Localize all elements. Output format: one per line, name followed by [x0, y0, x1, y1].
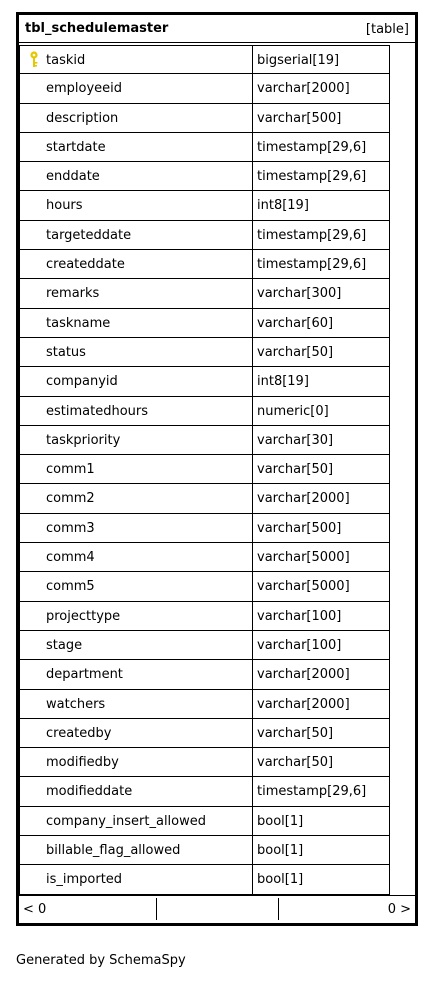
column-name: employeeid: [46, 81, 123, 97]
primary-key-icon: [29, 51, 39, 68]
column-name-cell: [19, 631, 253, 660]
column-name: modifieddate: [46, 784, 133, 800]
parent-count[interactable]: < 0: [23, 902, 47, 917]
column-type: varchar[100]: [257, 608, 342, 624]
column-name: comm2: [46, 491, 95, 507]
column-name: companyid: [46, 374, 118, 390]
generated-by-label: Generated by SchemaSpy: [16, 953, 186, 968]
table-row[interactable]: [19, 221, 390, 250]
column-name: is_imported: [46, 872, 123, 888]
column-type: int8[19]: [257, 374, 309, 390]
column-type: varchar[2000]: [257, 491, 350, 507]
column-name-cell: [19, 397, 253, 426]
column-name-cell: [19, 543, 253, 572]
table-row[interactable]: [19, 836, 390, 865]
column-type-cell: [253, 426, 390, 455]
column-type-cell: [253, 162, 390, 191]
table-row[interactable]: [19, 309, 390, 338]
column-type: varchar[50]: [257, 344, 334, 360]
column-type: varchar[30]: [257, 432, 334, 448]
column-name: comm1: [46, 462, 95, 478]
column-type-cell: [253, 74, 390, 103]
column-name: status: [46, 344, 86, 360]
column-type-cell: [253, 660, 390, 689]
table-row[interactable]: [19, 45, 390, 74]
column-name-cell: [19, 221, 253, 250]
column-name: projecttype: [46, 608, 121, 624]
column-type-cell: [253, 133, 390, 162]
footer-divider: [156, 898, 157, 920]
column-name-cell: [19, 602, 253, 631]
column-type: bigserial[19]: [257, 53, 340, 68]
column-name-cell: [19, 836, 253, 865]
table-row[interactable]: [19, 543, 390, 572]
column-type: varchar[50]: [257, 755, 334, 771]
table-row[interactable]: [19, 807, 390, 836]
column-name-cell: [19, 572, 253, 601]
table-row[interactable]: [19, 631, 390, 660]
column-type: varchar[500]: [257, 520, 342, 536]
column-type-cell: [253, 777, 390, 806]
table-row[interactable]: [19, 397, 390, 426]
table-row[interactable]: [19, 777, 390, 806]
column-name: billable_flag_allowed: [46, 843, 181, 859]
table-row[interactable]: [19, 748, 390, 777]
column-type-cell: [253, 221, 390, 250]
column-type: varchar[300]: [257, 286, 342, 302]
column-name: comm3: [46, 520, 95, 536]
table-kind: [table]: [365, 22, 409, 37]
table-row[interactable]: [19, 338, 390, 367]
right-spacer: [390, 43, 415, 893]
table-row[interactable]: [19, 367, 390, 396]
column-name-cell: [19, 484, 253, 513]
column-name: taskpriority: [46, 432, 121, 448]
column-type: timestamp[29,6]: [257, 139, 367, 155]
column-type-cell: [253, 455, 390, 484]
column-name: description: [46, 110, 119, 126]
column-type: timestamp[29,6]: [257, 784, 367, 800]
column-name-cell: [19, 104, 253, 133]
column-type: bool[1]: [257, 872, 304, 888]
column-name: taskid: [46, 53, 86, 68]
column-name-cell: [19, 660, 253, 689]
child-count[interactable]: 0 >: [387, 902, 411, 917]
table-row[interactable]: [19, 162, 390, 191]
column-name: enddate: [46, 169, 100, 185]
column-type: varchar[50]: [257, 725, 334, 741]
column-name: company_insert_allowed: [46, 813, 207, 829]
column-type: varchar[5000]: [257, 550, 350, 566]
column-type: varchar[50]: [257, 462, 334, 478]
column-name-cell: [19, 690, 253, 719]
table-row[interactable]: [19, 133, 390, 162]
column-type-cell: [253, 602, 390, 631]
column-type-cell: [253, 836, 390, 865]
column-name: comm4: [46, 550, 95, 566]
column-type: varchar[2000]: [257, 696, 350, 712]
column-type-cell: [253, 250, 390, 279]
table-row[interactable]: [19, 484, 390, 513]
column-type-cell: [253, 807, 390, 836]
column-type: varchar[5000]: [257, 579, 350, 595]
table-row[interactable]: [19, 660, 390, 689]
column-name: createddate: [46, 257, 125, 273]
column-name: startdate: [46, 139, 106, 155]
column-type: bool[1]: [257, 813, 304, 829]
column-type-cell: [253, 309, 390, 338]
column-name-cell: [19, 807, 253, 836]
column-type-cell: [253, 104, 390, 133]
column-name-cell: [19, 45, 253, 74]
column-type-cell: [253, 690, 390, 719]
table-row[interactable]: [19, 455, 390, 484]
table-row[interactable]: [19, 74, 390, 103]
column-type-cell: [253, 572, 390, 601]
column-list: [19, 45, 390, 895]
table-header[interactable]: [19, 15, 415, 43]
table-row[interactable]: [19, 279, 390, 308]
column-name: estimatedhours: [46, 403, 149, 419]
column-name: watchers: [46, 696, 106, 712]
column-type: varchar[500]: [257, 110, 342, 126]
column-name-cell: [19, 455, 253, 484]
column-name: remarks: [46, 286, 100, 302]
column-name: targeteddate: [46, 227, 132, 243]
column-name-cell: [19, 777, 253, 806]
column-type: varchar[2000]: [257, 667, 350, 683]
column-name-cell: [19, 748, 253, 777]
column-type-cell: [253, 543, 390, 572]
column-name: hours: [46, 198, 83, 214]
column-type-cell: [253, 484, 390, 513]
table-row[interactable]: [19, 602, 390, 631]
column-type-cell: [253, 367, 390, 396]
column-name-cell: [19, 865, 253, 894]
column-type-cell: [253, 865, 390, 894]
column-name-cell: [19, 338, 253, 367]
column-type: numeric[0]: [257, 403, 329, 419]
column-name: comm5: [46, 579, 95, 595]
table-row[interactable]: [19, 426, 390, 455]
column-name-cell: [19, 719, 253, 748]
table-row[interactable]: [19, 690, 390, 719]
column-type: varchar[60]: [257, 315, 334, 331]
table-box: [16, 12, 418, 926]
column-name: modifiedby: [46, 755, 119, 771]
column-name-cell: [19, 191, 253, 220]
column-name-cell: [19, 162, 253, 191]
column-name: department: [46, 667, 123, 683]
column-name-cell: [19, 279, 253, 308]
column-type: timestamp[29,6]: [257, 227, 367, 243]
column-type: timestamp[29,6]: [257, 257, 367, 273]
column-name-cell: [19, 309, 253, 338]
column-name-cell: [19, 514, 253, 543]
column-type: varchar[2000]: [257, 81, 350, 97]
table-name: tbl_schedulemaster: [25, 21, 169, 36]
column-name-cell: [19, 74, 253, 103]
footer-divider: [278, 898, 279, 920]
column-name: createdby: [46, 725, 112, 741]
column-type-cell: [253, 45, 390, 74]
column-name-cell: [19, 133, 253, 162]
column-type-cell: [253, 397, 390, 426]
column-name-cell: [19, 426, 253, 455]
table-row[interactable]: [19, 104, 390, 133]
column-name: taskname: [46, 315, 111, 331]
column-type: bool[1]: [257, 843, 304, 859]
column-type-cell: [253, 279, 390, 308]
column-type-cell: [253, 631, 390, 660]
column-type-cell: [253, 719, 390, 748]
table-row[interactable]: [19, 250, 390, 279]
table-row[interactable]: [19, 865, 390, 894]
table-row[interactable]: [19, 514, 390, 543]
column-name-cell: [19, 250, 253, 279]
column-type-cell: [253, 191, 390, 220]
table-row[interactable]: [19, 572, 390, 601]
column-name: stage: [46, 637, 83, 653]
column-type-cell: [253, 338, 390, 367]
column-type: varchar[100]: [257, 637, 342, 653]
column-type: int8[19]: [257, 198, 309, 214]
column-type-cell: [253, 514, 390, 543]
table-row[interactable]: [19, 719, 390, 748]
column-type: timestamp[29,6]: [257, 169, 367, 185]
column-name-cell: [19, 367, 253, 396]
table-footer: [19, 895, 415, 923]
column-type-cell: [253, 748, 390, 777]
table-row[interactable]: [19, 191, 390, 220]
